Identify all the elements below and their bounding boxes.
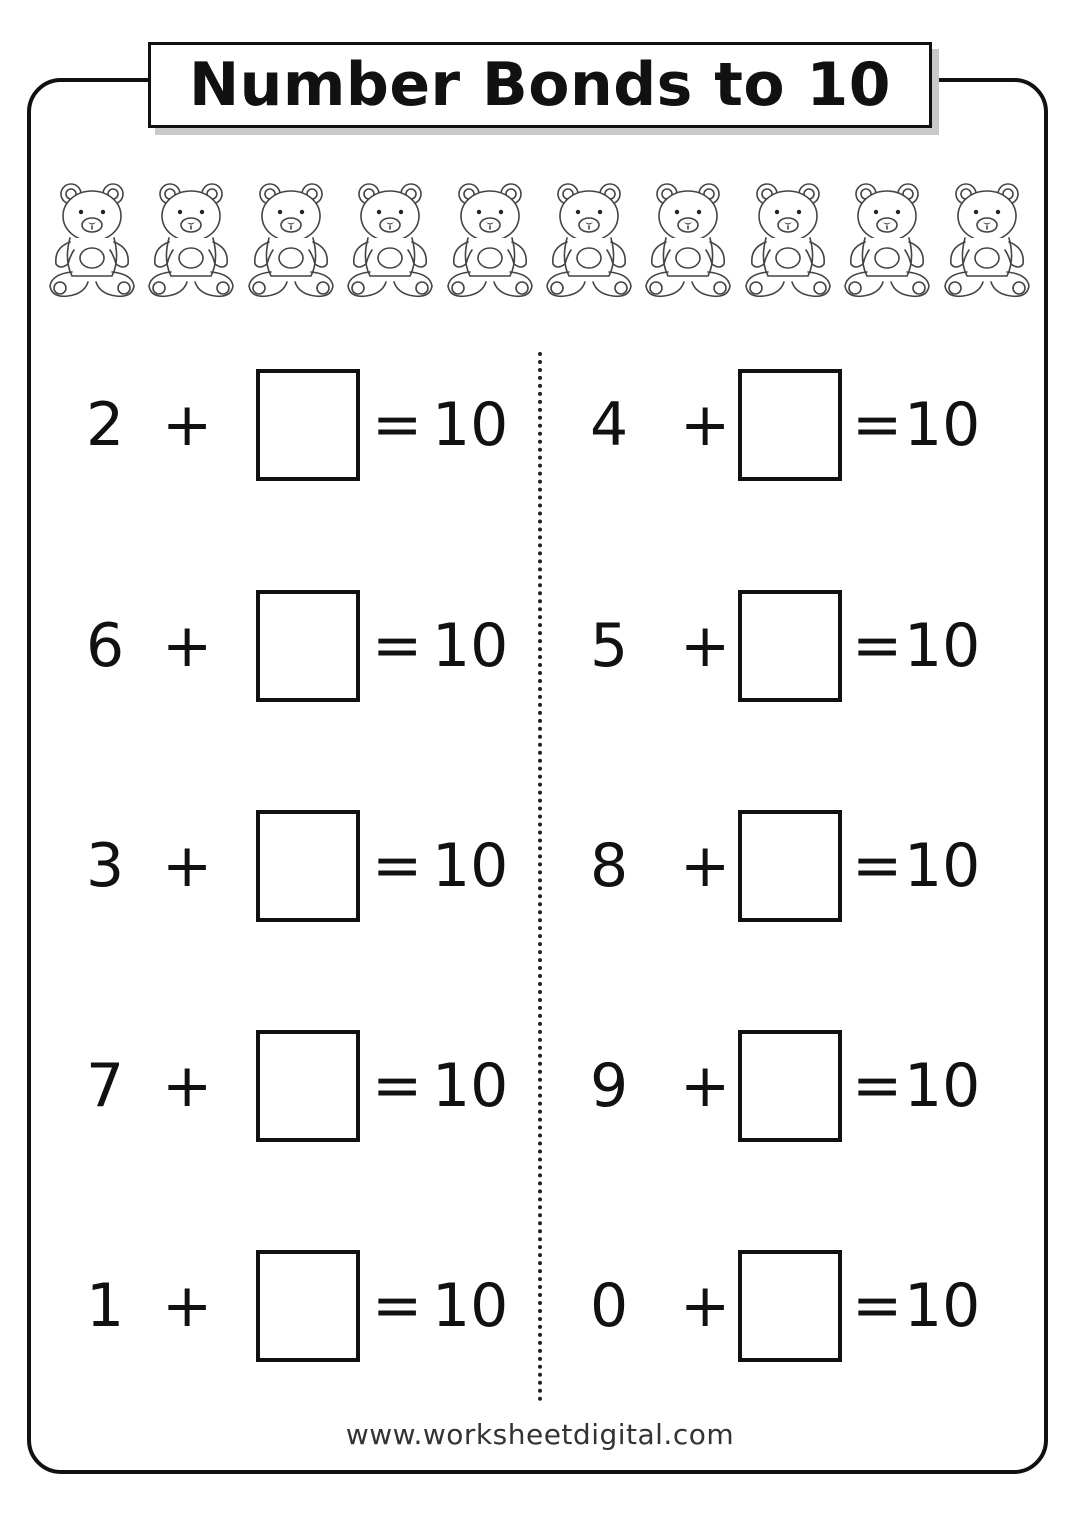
answer-box[interactable] [738, 1250, 842, 1362]
addend: 0 [590, 1271, 629, 1341]
answer-box[interactable] [738, 1030, 842, 1142]
equals-sign: = [852, 390, 903, 460]
teddy-bear-icon [939, 178, 1035, 300]
total: 10 [904, 390, 981, 460]
equals-sign: = [852, 831, 903, 901]
equation-right-2 [0, 590, 1080, 702]
page-title: Number Bonds to 10 [188, 50, 892, 120]
equation-right-1 [0, 369, 1080, 481]
total: 10 [904, 1051, 981, 1121]
plus-sign: + [162, 1271, 213, 1341]
teddy-bear-icon [44, 178, 140, 300]
addend: 9 [590, 1051, 629, 1121]
addend: 4 [590, 390, 629, 460]
teddy-bear-icon [442, 178, 538, 300]
teddy-bear-icon [541, 178, 637, 300]
equation-right-4 [0, 1030, 1080, 1142]
answer-box[interactable] [738, 369, 842, 481]
teddy-bear-icon [243, 178, 339, 300]
addend: 6 [86, 611, 125, 681]
plus-sign: + [680, 611, 731, 681]
equals-sign: = [852, 1271, 903, 1341]
plus-sign: + [680, 390, 731, 460]
equation-right-3 [0, 810, 1080, 922]
equals-sign: = [372, 1051, 423, 1121]
addend: 8 [590, 831, 629, 901]
addend: 7 [86, 1051, 125, 1121]
answer-box[interactable] [738, 590, 842, 702]
equals-sign: = [372, 1271, 423, 1341]
total: 10 [904, 1271, 981, 1341]
teddy-bear-row [44, 178, 1036, 302]
equation-right-5 [0, 1250, 1080, 1362]
total: 10 [432, 1271, 509, 1341]
plus-sign: + [680, 1051, 731, 1121]
equals-sign: = [372, 611, 423, 681]
total: 10 [904, 611, 981, 681]
teddy-bear-icon [740, 178, 836, 300]
addend: 3 [86, 831, 125, 901]
addend: 5 [590, 611, 629, 681]
total: 10 [904, 831, 981, 901]
equals-sign: = [852, 1051, 903, 1121]
answer-box[interactable] [738, 810, 842, 922]
teddy-bear-icon [839, 178, 935, 300]
total: 10 [432, 611, 509, 681]
total: 10 [432, 831, 509, 901]
title-banner [148, 42, 932, 128]
equals-sign: = [372, 831, 423, 901]
total: 10 [432, 390, 509, 460]
plus-sign: + [162, 831, 213, 901]
footer-url: www.worksheetdigital.com [345, 1418, 735, 1451]
teddy-bear-icon [342, 178, 438, 300]
plus-sign: + [162, 611, 213, 681]
plus-sign: + [162, 390, 213, 460]
total: 10 [432, 1051, 509, 1121]
teddy-bear-icon [143, 178, 239, 300]
teddy-bear-icon [640, 178, 736, 300]
equals-sign: = [852, 611, 903, 681]
plus-sign: + [162, 1051, 213, 1121]
addend: 2 [86, 390, 125, 460]
plus-sign: + [680, 831, 731, 901]
equals-sign: = [372, 390, 423, 460]
plus-sign: + [680, 1271, 731, 1341]
addend: 1 [86, 1271, 125, 1341]
